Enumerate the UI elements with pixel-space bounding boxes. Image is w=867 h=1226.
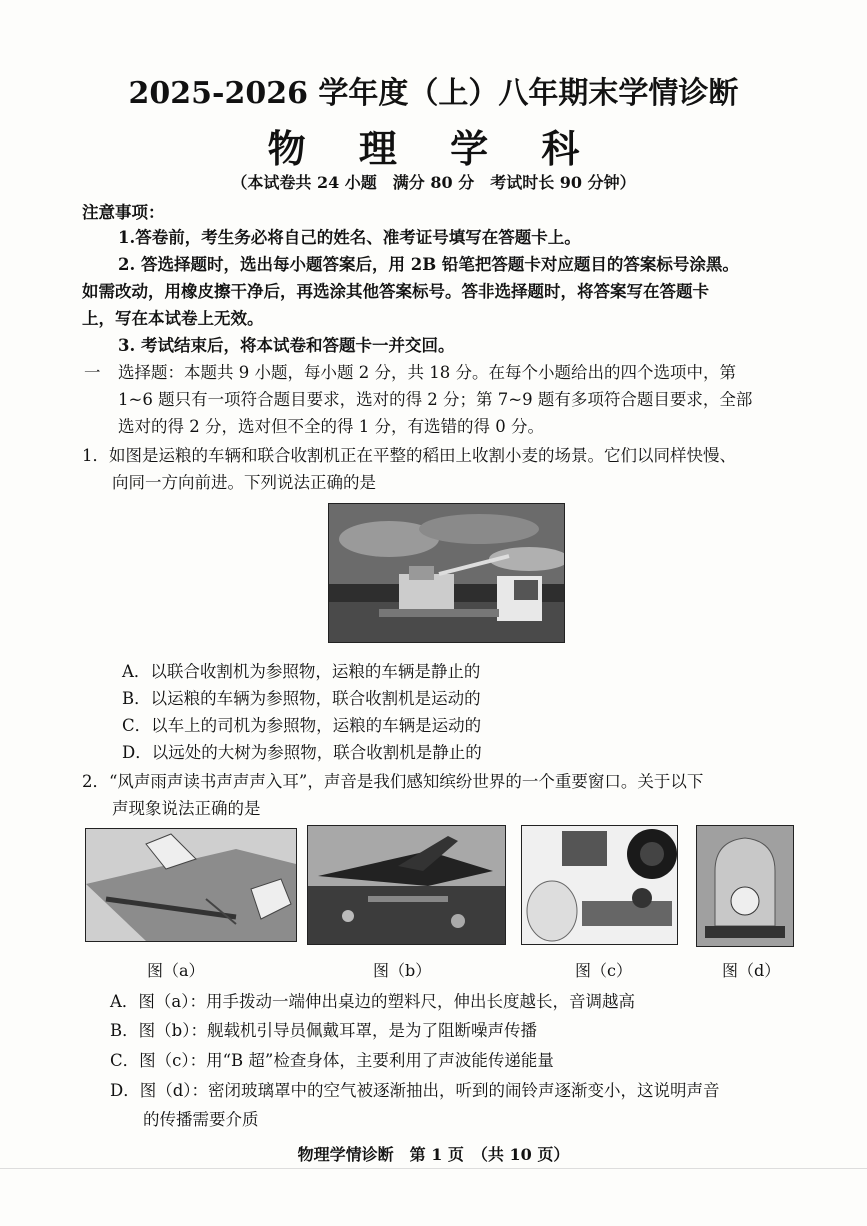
note-1: 1.答卷前，考生务必将自己的姓名、准考证号填写在答题卡上。 [118,228,581,247]
q2-stem-line1: 2．“风声雨声读书声声声入耳”，声音是我们感知缤纷世界的一个重要窗口。关于以下 [82,772,704,791]
q2-option-d: D．图（d）：密闭玻璃罩中的空气被逐渐抽出，听到的闹铃声逐渐变小，这说明声音 [110,1081,720,1100]
q1-option-a: A．以联合收割机为参照物，运粮的车辆是静止的 [122,662,481,681]
q1-option-b: B．以运粮的车辆为参照物，联合收割机是运动的 [122,689,481,708]
note-2-line3: 上，写在本试卷上无效。 [82,309,264,328]
figure-b-aircraft [307,825,506,945]
q1-stem-line2: 向同一方向前进。下列说法正确的是 [112,473,376,492]
caption-d: 图（d） [722,961,781,980]
section-line-1: 选择题：本题共 9 小题，每小题 2 分，共 18 分。在每个小题给出的四个选项中，第 [118,363,736,382]
footer-divider [0,1168,867,1169]
caption-a: 图（a） [147,961,205,980]
q2-stem-line2: 声现象说法正确的是 [112,799,261,818]
figure-d-bell-jar [696,825,794,947]
figure-c-ultrasound [521,825,678,945]
note-2-line1: 2. 答选择题时，选出每小题答案后，用 2B 铅笔把答题卡对应题目的答案标号涂黑。 [118,255,739,274]
section-line-2: 1~6 题只有一项符合题目要求，选对的得 2 分；第 7~9 题有多项符合题目要求，全部 [118,390,753,409]
section-line-3: 选对的得 2 分，选对但不全的得 1 分，有选错的得 0 分。 [118,417,544,436]
caption-b: 图（b） [373,961,432,980]
q2-option-c: C．图（c）：用“B 超”检查身体，主要利用了声波能传递能量 [110,1051,554,1070]
harvester-photo [328,503,565,643]
q2-option-d-cont: 的传播需要介质 [143,1110,259,1129]
q2-option-b: B．图（b）：舰载机引导员佩戴耳罩，是为了阻断噪声传播 [110,1021,537,1040]
q1-option-d: D．以远处的大树为参照物，联合收割机是静止的 [122,743,482,762]
caption-c: 图（c） [575,961,632,980]
note-2-line2: 如需改动，用橡皮擦干净后，再选涂其他答案标号。答非选择题时，将答案写在答题卡 [82,282,709,301]
q1-option-c: C．以车上的司机为参照物，运粮的车辆是运动的 [122,716,482,735]
q1-stem-line1: 1．如图是运粮的车辆和联合收割机正在平整的稻田上收割小麦的场景。它们以同样快慢、 [82,446,736,465]
exam-title: 2025-2026 学年度（上）八年期末学情诊断 [128,76,739,111]
note-3: 3. 考试结束后，将本试卷和答题卡一并交回。 [118,336,455,355]
exam-info: （本试卷共 24 小题 满分 80 分 考试时长 90 分钟） [231,173,636,192]
page-footer: 物理学情诊断 第 1 页 （共 10 页） [297,1145,570,1164]
notes-heading: 注意事项： [82,203,165,222]
q2-option-a: A．图（a）：用手拨动一端伸出桌边的塑料尺，伸出长度越长，音调越高 [110,992,636,1011]
subject-title: 物 理 学 科 [267,126,600,171]
section-marker: 一 [84,363,101,382]
figure-a-ruler [85,828,297,942]
